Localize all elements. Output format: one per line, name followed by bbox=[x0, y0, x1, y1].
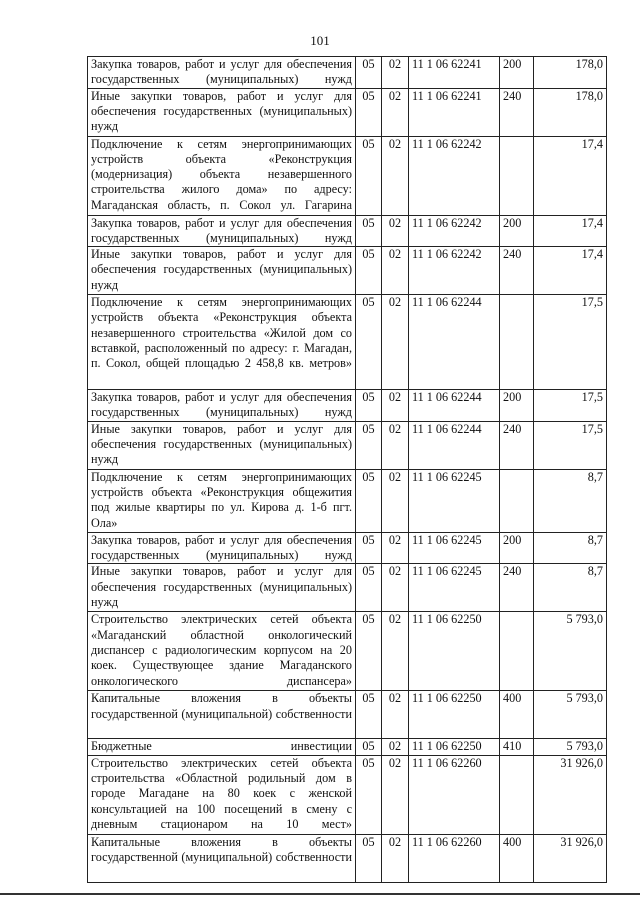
row-section: 05 bbox=[356, 691, 382, 739]
row-amount: 5 793,0 bbox=[534, 691, 607, 739]
row-section: 05 bbox=[356, 390, 382, 422]
row-name: Закупка товаров, работ и услуг для обеспечения государственных (муниципальных) нужд bbox=[88, 390, 356, 422]
page-number: 101 bbox=[310, 33, 330, 48]
row-subsection: 02 bbox=[382, 532, 409, 564]
row-target-article: 11 1 06 62242 bbox=[409, 215, 500, 247]
row-name: Иные закупки товаров, работ и услуг для обеспечения государственных (муниципальных) нужд bbox=[88, 421, 356, 469]
row-amount: 17,4 bbox=[534, 215, 607, 247]
row-subsection: 02 bbox=[382, 247, 409, 295]
row-name: Строительство электрических сетей объекта «Магаданский областной онкологический диспансер с радиологическим корпусом на 20 коек. Существующее здание Магаданского онкологического диспансера» bbox=[88, 612, 356, 691]
table-row bbox=[88, 532, 607, 564]
row-subsection: 02 bbox=[382, 295, 409, 390]
row-target-article: 11 1 06 62245 bbox=[409, 564, 500, 612]
row-target-article: 11 1 06 62245 bbox=[409, 532, 500, 564]
row-expense-type bbox=[500, 755, 534, 834]
row-section: 05 bbox=[356, 295, 382, 390]
table-row bbox=[88, 691, 607, 739]
table-row bbox=[88, 739, 607, 755]
row-target-article: 11 1 06 62244 bbox=[409, 390, 500, 422]
row-amount: 8,7 bbox=[534, 469, 607, 532]
table-row bbox=[88, 469, 607, 532]
row-target-article: 11 1 06 62244 bbox=[409, 295, 500, 390]
row-expense-type: 200 bbox=[500, 57, 534, 89]
row-name: Иные закупки товаров, работ и услуг для обеспечения государственных (муниципальных) нужд bbox=[88, 88, 356, 136]
row-subsection: 02 bbox=[382, 755, 409, 834]
row-subsection: 02 bbox=[382, 691, 409, 739]
row-expense-type: 410 bbox=[500, 739, 534, 755]
table-row bbox=[88, 57, 607, 89]
table-row bbox=[88, 834, 607, 882]
row-name: Иные закупки товаров, работ и услуг для обеспечения государственных (муниципальных) нужд bbox=[88, 564, 356, 612]
row-expense-type: 240 bbox=[500, 564, 534, 612]
row-expense-type bbox=[500, 136, 534, 215]
row-name: Подключение к сетям энергопринимающих устройств объекта «Реконструкция общежития под жилые квартиры по ул. Кирова д. 1-б пгт. Ола» bbox=[88, 469, 356, 532]
row-amount: 17,5 bbox=[534, 390, 607, 422]
row-subsection: 02 bbox=[382, 57, 409, 89]
row-expense-type bbox=[500, 469, 534, 532]
row-section: 05 bbox=[356, 215, 382, 247]
row-subsection: 02 bbox=[382, 88, 409, 136]
row-amount: 178,0 bbox=[534, 57, 607, 89]
row-section: 05 bbox=[356, 755, 382, 834]
row-target-article: 11 1 06 62250 bbox=[409, 691, 500, 739]
row-name: Закупка товаров, работ и услуг для обеспечения государственных (муниципальных) нужд bbox=[88, 215, 356, 247]
row-target-article: 11 1 06 62260 bbox=[409, 834, 500, 882]
table-row bbox=[88, 88, 607, 136]
row-section: 05 bbox=[356, 421, 382, 469]
row-amount: 17,4 bbox=[534, 247, 607, 295]
row-amount: 17,5 bbox=[534, 295, 607, 390]
table-row bbox=[88, 755, 607, 834]
row-target-article: 11 1 06 62250 bbox=[409, 739, 500, 755]
row-amount: 8,7 bbox=[534, 564, 607, 612]
page-bottom-rule bbox=[0, 893, 640, 895]
row-expense-type: 200 bbox=[500, 215, 534, 247]
row-expense-type: 400 bbox=[500, 691, 534, 739]
budget-table bbox=[87, 56, 607, 883]
row-name: Капитальные вложения в объекты государственной (муниципальной) собственности bbox=[88, 834, 356, 882]
row-name: Закупка товаров, работ и услуг для обеспечения государственных (муниципальных) нужд bbox=[88, 57, 356, 89]
row-amount: 17,5 bbox=[534, 421, 607, 469]
row-name: Бюджетные инвестиции bbox=[88, 739, 356, 755]
row-target-article: 11 1 06 62244 bbox=[409, 421, 500, 469]
table-row bbox=[88, 295, 607, 390]
row-expense-type: 240 bbox=[500, 247, 534, 295]
row-name: Строительство электрических сетей объекта строительства «Областной родильный дом в городе Магадане на 80 коек с женской консультацией на 100 посещений в смену с дневным стационаром на 10 мест» bbox=[88, 755, 356, 834]
row-subsection: 02 bbox=[382, 612, 409, 691]
table-row bbox=[88, 136, 607, 215]
row-target-article: 11 1 06 62245 bbox=[409, 469, 500, 532]
table-row bbox=[88, 390, 607, 422]
row-section: 05 bbox=[356, 247, 382, 295]
row-name: Подключение к сетям энергопринимающих устройств объекта «Реконструкция объекта незавершенного строительства «Жилой дом со вставкой, расположенный по адресу: г. Магадан, п. Сокол, общей площадью 2 458,8 кв. метров» bbox=[88, 295, 356, 390]
row-subsection: 02 bbox=[382, 390, 409, 422]
row-section: 05 bbox=[356, 136, 382, 215]
row-section: 05 bbox=[356, 834, 382, 882]
row-target-article: 11 1 06 62242 bbox=[409, 136, 500, 215]
row-amount: 5 793,0 bbox=[534, 739, 607, 755]
row-expense-type: 200 bbox=[500, 532, 534, 564]
row-amount: 17,4 bbox=[534, 136, 607, 215]
row-section: 05 bbox=[356, 564, 382, 612]
row-expense-type: 240 bbox=[500, 421, 534, 469]
table-row bbox=[88, 564, 607, 612]
row-subsection: 02 bbox=[382, 564, 409, 612]
row-amount: 31 926,0 bbox=[534, 834, 607, 882]
row-subsection: 02 bbox=[382, 215, 409, 247]
row-name: Подключение к сетям энергопринимающих устройств объекта «Реконструкция (модернизация) объекта незавершенного строительства жилого дома» по адресу: Магаданская область, п. Сокол ул. Гагарина bbox=[88, 136, 356, 215]
table-row bbox=[88, 215, 607, 247]
table-row bbox=[88, 421, 607, 469]
row-section: 05 bbox=[356, 57, 382, 89]
row-target-article: 11 1 06 62242 bbox=[409, 247, 500, 295]
row-expense-type bbox=[500, 295, 534, 390]
row-target-article: 11 1 06 62250 bbox=[409, 612, 500, 691]
row-section: 05 bbox=[356, 739, 382, 755]
row-name: Закупка товаров, работ и услуг для обеспечения государственных (муниципальных) нужд bbox=[88, 532, 356, 564]
budget-table-body bbox=[88, 57, 607, 883]
row-section: 05 bbox=[356, 532, 382, 564]
row-subsection: 02 bbox=[382, 469, 409, 532]
row-amount: 8,7 bbox=[534, 532, 607, 564]
table-row bbox=[88, 247, 607, 295]
row-expense-type: 200 bbox=[500, 390, 534, 422]
row-subsection: 02 bbox=[382, 739, 409, 755]
row-subsection: 02 bbox=[382, 136, 409, 215]
row-name: Капитальные вложения в объекты государственной (муниципальной) собственности bbox=[88, 691, 356, 739]
row-subsection: 02 bbox=[382, 834, 409, 882]
row-expense-type: 240 bbox=[500, 88, 534, 136]
table-row bbox=[88, 612, 607, 691]
row-amount: 178,0 bbox=[534, 88, 607, 136]
row-expense-type: 400 bbox=[500, 834, 534, 882]
row-amount: 5 793,0 bbox=[534, 612, 607, 691]
row-subsection: 02 bbox=[382, 421, 409, 469]
row-section: 05 bbox=[356, 612, 382, 691]
row-expense-type bbox=[500, 612, 534, 691]
row-target-article: 11 1 06 62260 bbox=[409, 755, 500, 834]
row-name: Иные закупки товаров, работ и услуг для обеспечения государственных (муниципальных) нужд bbox=[88, 247, 356, 295]
row-section: 05 bbox=[356, 88, 382, 136]
row-target-article: 11 1 06 62241 bbox=[409, 57, 500, 89]
row-section: 05 bbox=[356, 469, 382, 532]
row-amount: 31 926,0 bbox=[534, 755, 607, 834]
row-target-article: 11 1 06 62241 bbox=[409, 88, 500, 136]
